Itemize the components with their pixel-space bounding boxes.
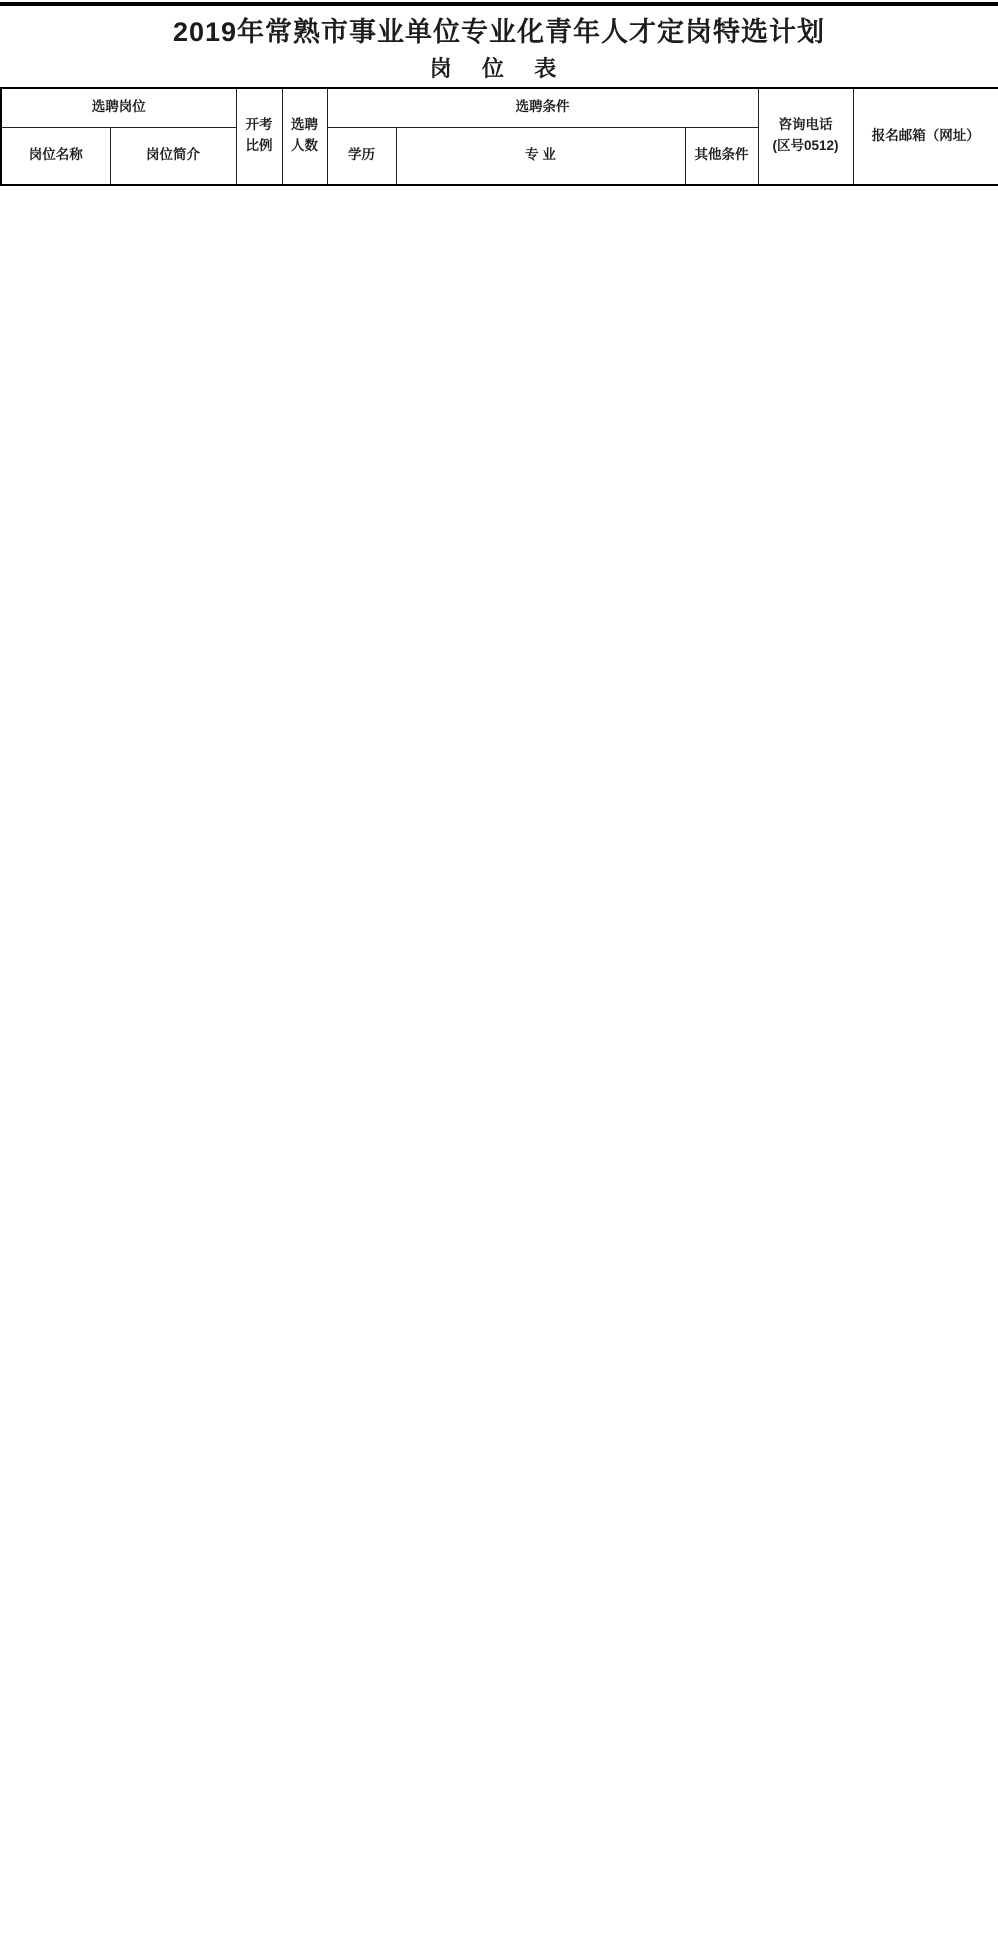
header-major: 专 业 bbox=[396, 127, 685, 185]
header-conditions: 选聘条件 bbox=[327, 88, 758, 128]
header-job-desc: 岗位简介 bbox=[110, 127, 236, 185]
header-hire-count: 选聘 人数 bbox=[282, 88, 327, 185]
header-exam-ratio: 开考 比例 bbox=[236, 88, 282, 185]
header-email: 报名邮箱（网址） bbox=[853, 88, 998, 185]
title-block bbox=[0, 6, 998, 87]
job-table bbox=[0, 87, 998, 186]
header-other: 其他条件 bbox=[685, 127, 758, 185]
header-job-group: 选聘岗位 bbox=[1, 88, 236, 128]
page-subtitle: 岗 位 表 bbox=[429, 55, 569, 81]
header-phone: 咨询电话 (区号0512) bbox=[758, 88, 853, 185]
header-degree: 学历 bbox=[327, 127, 396, 185]
table-header bbox=[1, 88, 998, 185]
header-job-name: 岗位名称 bbox=[1, 127, 110, 185]
page-title: 2019年常熟市事业单位专业化青年人才定岗特选计划 bbox=[172, 17, 826, 47]
